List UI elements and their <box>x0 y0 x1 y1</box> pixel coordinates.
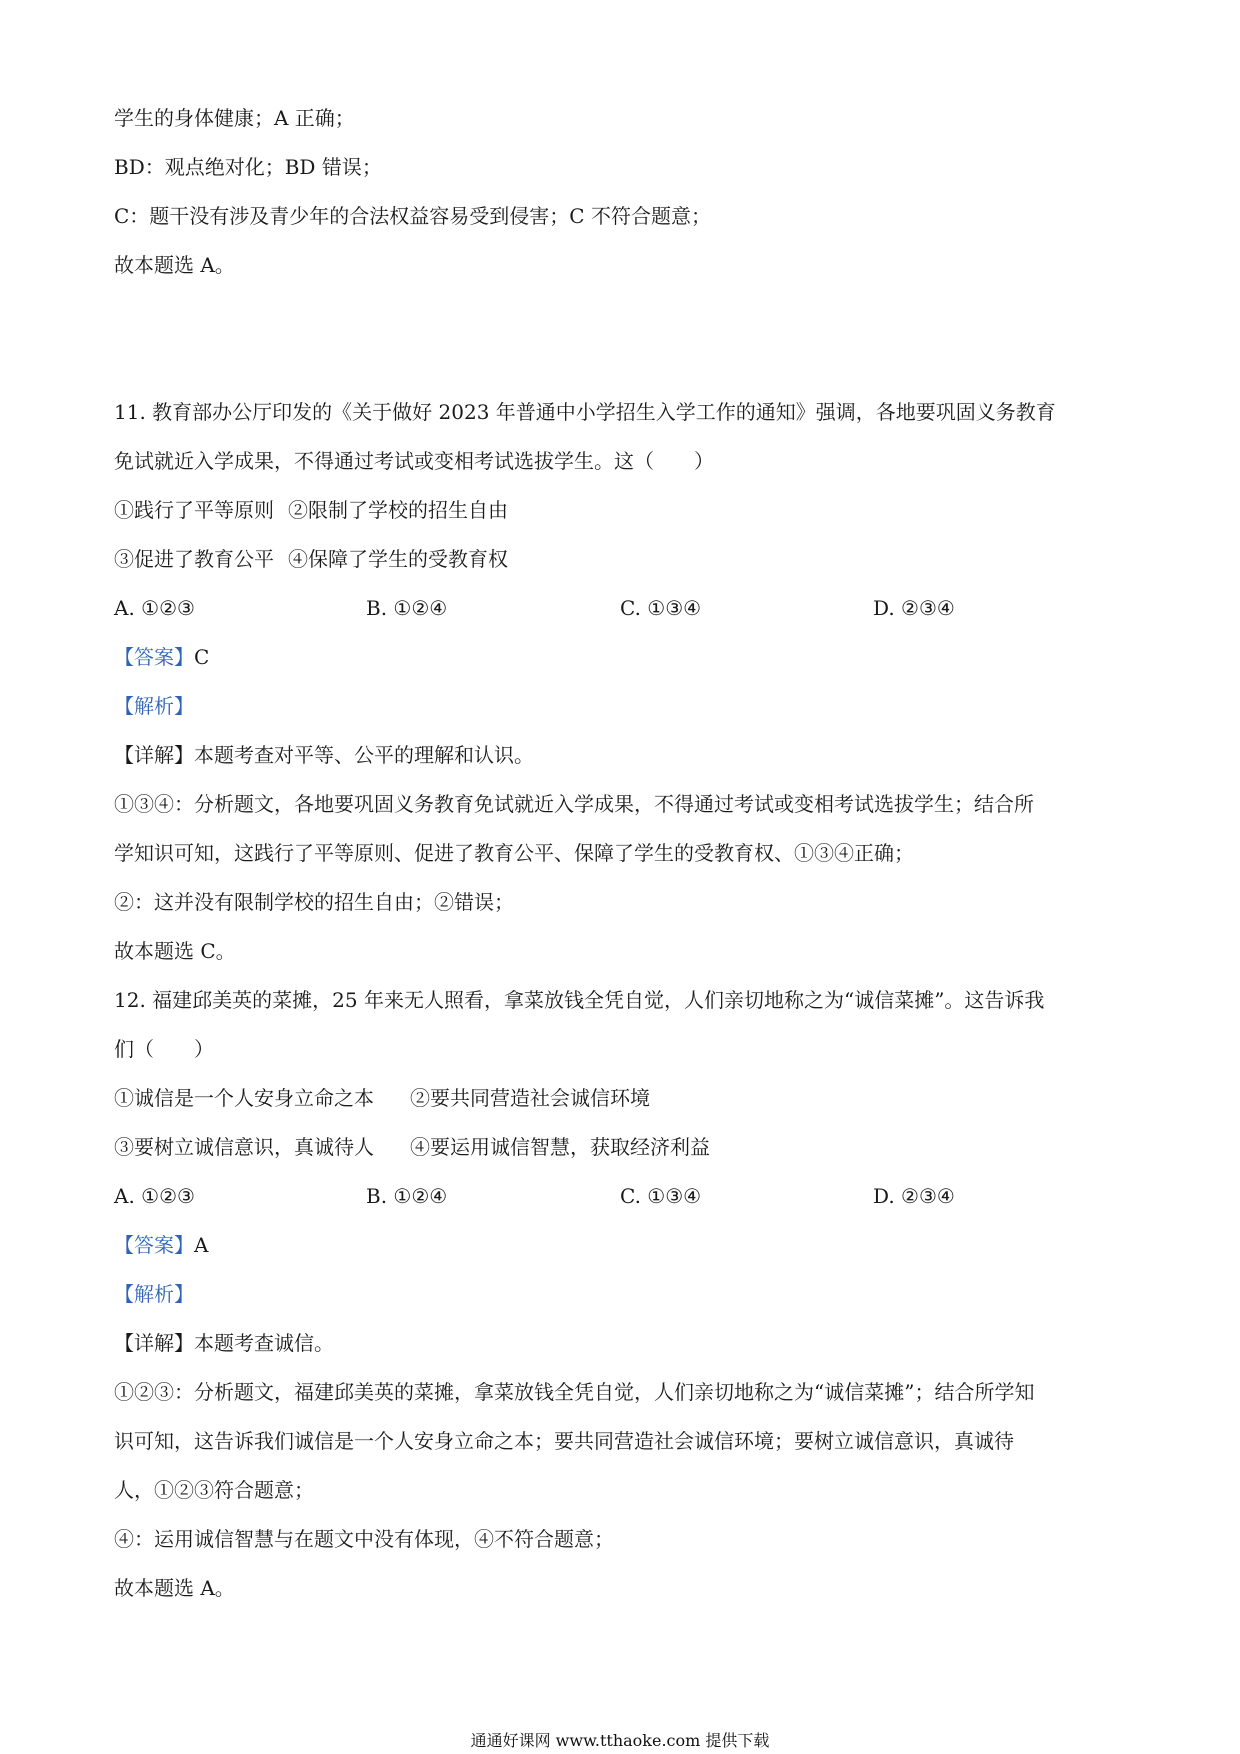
q12-option-d: D. ②③④ <box>873 1184 955 1208</box>
q11-item-4: ④保障了学生的受教育权 <box>288 547 508 571</box>
q11-option-a: A. ①②③ <box>114 596 195 620</box>
q11-stem-line-2: 免试就近入学成果，不得通过考试或变相考试选拔学生。这（ ） <box>114 449 714 473</box>
q11-item-3: ③促进了教育公平 <box>114 547 274 571</box>
q11-item-2: ②限制了学校的招生自由 <box>288 498 508 522</box>
q12-item-4: ④要运用诚信智慧，获取经济利益 <box>410 1135 710 1159</box>
q11-analysis-tag: 【解析】 <box>114 694 194 718</box>
q12-stem-line-1: 12. 福建邱美英的菜摊，25 年来无人照看，拿菜放钱全凭自觉，人们亲切地称之为“诚信菜摊”。这告诉我 <box>114 988 1045 1012</box>
q11-item-1: ①践行了平等原则 <box>114 498 274 522</box>
q12-item-2: ②要共同营造社会诚信环境 <box>410 1086 650 1110</box>
q11-detail-text: 本题考查对平等、公平的理解和认识。 <box>194 743 534 767</box>
q12-analysis-tag: 【解析】 <box>114 1282 194 1306</box>
q12-answer-tag: 【答案】 <box>114 1233 194 1257</box>
prev-conclusion: 故本题选 A。 <box>114 253 235 277</box>
q12-detail-tag: 【详解】 <box>114 1331 194 1355</box>
q11-option-c: C. ①③④ <box>620 596 702 620</box>
q11-explanation-line-3: ②：这并没有限制学校的招生自由；②错误； <box>114 890 514 914</box>
page-footer: 通通好课网 www.tthaoke.com 提供下载 <box>470 1731 770 1750</box>
q11-detail <box>114 741 1134 769</box>
q11-explanation-line-2: 学知识可知，这践行了平等原则、促进了教育公平、保障了学生的受教育权、①③④正确； <box>114 841 914 865</box>
q12-items-row-2 <box>114 1133 1134 1161</box>
q12-explanation-line-2: 识可知，这告诉我们诚信是一个人安身立命之本；要共同营造社会诚信环境；要树立诚信意识，真诚待 <box>114 1429 1014 1453</box>
q12-answer-value: A <box>194 1233 209 1257</box>
q11-items-row-1 <box>114 496 1134 524</box>
q12-item-3: ③要树立诚信意识，真诚待人 <box>114 1135 374 1159</box>
q12-explanation-line-4: ④：运用诚信智慧与在题文中没有体现，④不符合题意； <box>114 1527 614 1551</box>
q11-stem-line-1: 11. 教育部办公厅印发的《关于做好 2023 年普通中小学招生入学工作的通知》强调，各地要巩固义务教育 <box>114 400 1056 424</box>
q12-explanation-line-3: 人，①②③符合题意； <box>114 1478 314 1502</box>
prev-explanation-line-3: C：题干没有涉及青少年的合法权益容易受到侵害；C 不符合题意； <box>114 204 711 228</box>
q11-detail-tag: 【详解】 <box>114 743 194 767</box>
q12-detail <box>114 1329 1134 1357</box>
q12-conclusion: 故本题选 A。 <box>114 1576 235 1600</box>
q11-analysis <box>114 692 1134 720</box>
q12-explanation-line-1: ①②③：分析题文，福建邱美英的菜摊，拿菜放钱全凭自觉，人们亲切地称之为“诚信菜摊”；结合所学知 <box>114 1380 1035 1404</box>
q11-items-row-2 <box>114 545 1134 573</box>
q11-option-d: D. ②③④ <box>873 596 955 620</box>
q12-analysis <box>114 1280 1134 1308</box>
q11-explanation-line-1: ①③④：分析题文，各地要巩固义务教育免试就近入学成果，不得通过考试或变相考试选拔学生；结合所 <box>114 792 1034 816</box>
q11-answer-tag: 【答案】 <box>114 645 194 669</box>
q11-answer-value: C <box>194 645 210 669</box>
prev-explanation-line-1: 学生的身体健康；A 正确； <box>114 106 355 130</box>
q12-items-row-1 <box>114 1084 1134 1112</box>
q12-option-a: A. ①②③ <box>114 1184 195 1208</box>
q12-option-c: C. ①③④ <box>620 1184 702 1208</box>
q12-option-b: B. ①②④ <box>366 1184 448 1208</box>
q12-detail-text: 本题考查诚信。 <box>194 1331 334 1355</box>
q11-answer <box>114 643 1134 671</box>
q12-item-1: ①诚信是一个人安身立命之本 <box>114 1086 374 1110</box>
q11-option-b: B. ①②④ <box>366 596 448 620</box>
q11-conclusion: 故本题选 C。 <box>114 939 236 963</box>
prev-explanation-line-2: BD：观点绝对化；BD 错误； <box>114 155 382 179</box>
q12-answer <box>114 1231 1134 1259</box>
q12-stem-line-2: 们（ ） <box>114 1037 214 1061</box>
